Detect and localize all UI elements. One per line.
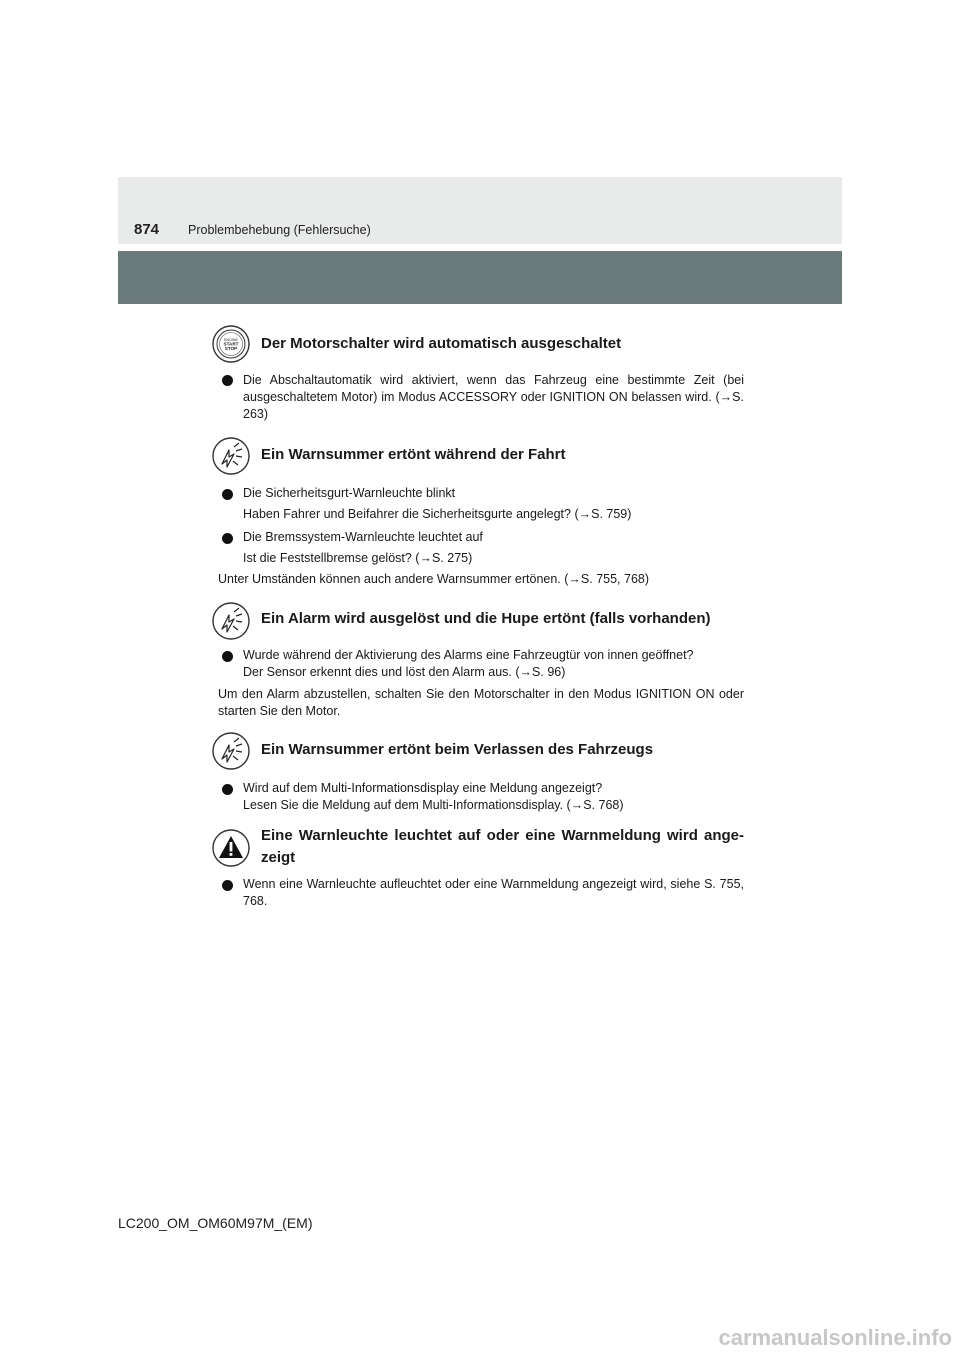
bullet-subtext: Lesen Sie die Meldung auf dem Multi-Informationsdisplay. (→S. 768) — [243, 798, 624, 812]
bullet-subtext: Haben Fahrer und Beifahrer die Sicherheitsgurte angelegt? (→S. 759) — [243, 507, 632, 521]
bullet-icon — [222, 651, 233, 662]
exclamation-warning-icon — [212, 829, 250, 867]
bullet-text: Die Abschaltautomatik wird aktiviert, wenn das Fahrzeug eine bestimmte Zeit (bei ausgeschaltetem Motor) im Modus ACCESSORY oder IGNITION ON belassen wird. (→S. 263) — [243, 373, 744, 421]
bullet-text: Wurde während der Aktivierung des Alarms eine Fahrzeugtür von innen geöffnet? — [243, 648, 694, 662]
chapter-title: Problembehebung (Fehlersuche) — [188, 223, 371, 237]
bullet-icon — [222, 375, 233, 386]
bullet-text: Wird auf dem Multi-Informationsdisplay eine Meldung angezeigt? — [243, 781, 603, 795]
bullet-icon — [222, 880, 233, 891]
warning-sound-icon — [212, 602, 250, 640]
section-note: Um den Alarm abzustellen, schalten Sie den Motorschalter in den Modus IGNITION ON oder starten Sie den Motor. — [218, 687, 744, 718]
engine-start-stop-icon — [212, 325, 250, 363]
bullet-icon — [222, 489, 233, 500]
bullet-subtext: Ist die Feststellbremse gelöst? (→S. 275) — [243, 551, 473, 565]
svg-text:STOP: STOP — [224, 346, 238, 351]
bullet-text: Die Sicherheitsgurt-Warnleuchte blinkt — [243, 486, 456, 500]
bullet-subtext: Der Sensor erkennt dies und löst den Alarm aus. (→S. 96) — [243, 665, 566, 679]
section-note: Unter Umständen können auch andere Warnsummer ertönen. (→S. 755, 768) — [218, 572, 650, 586]
bullet-text: Die Bremssystem-Warnleuchte leuchtet auf — [243, 530, 483, 544]
header-band — [118, 251, 842, 304]
header-bar — [118, 177, 842, 244]
bullet-icon — [222, 784, 233, 795]
footer-doc-code: LC200_OM_OM60M97M_(EM) — [118, 1215, 313, 1231]
section-title: Der Motorschalter wird automatisch ausgeschaltet — [261, 335, 622, 352]
section-title: Eine Warnleuchte leuchtet auf oder eine Warnmeldung wird ange-zeigt — [261, 827, 744, 866]
svg-text:ENGINE: ENGINE — [224, 338, 238, 342]
section-title: Ein Warnsummer ertönt beim Verlassen des Fahrzeugs — [261, 741, 654, 758]
bullet-icon — [222, 533, 233, 544]
section-title: Ein Warnsummer ertönt während der Fahrt — [261, 446, 566, 463]
bullet-text: Wenn eine Warnleuchte aufleuchtet oder eine Warnmeldung angezeigt wird, siehe S. 755, 768. — [243, 877, 744, 908]
watermark: carmanualsonline.info — [718, 1325, 952, 1350]
section-title: Ein Alarm wird ausgelöst und die Hupe ertönt (falls vorhanden) — [261, 610, 711, 627]
page-number: 874 — [134, 221, 160, 238]
warning-sound-icon — [212, 732, 250, 770]
svg-text:START: START — [223, 341, 239, 347]
warning-sound-icon — [212, 437, 250, 475]
